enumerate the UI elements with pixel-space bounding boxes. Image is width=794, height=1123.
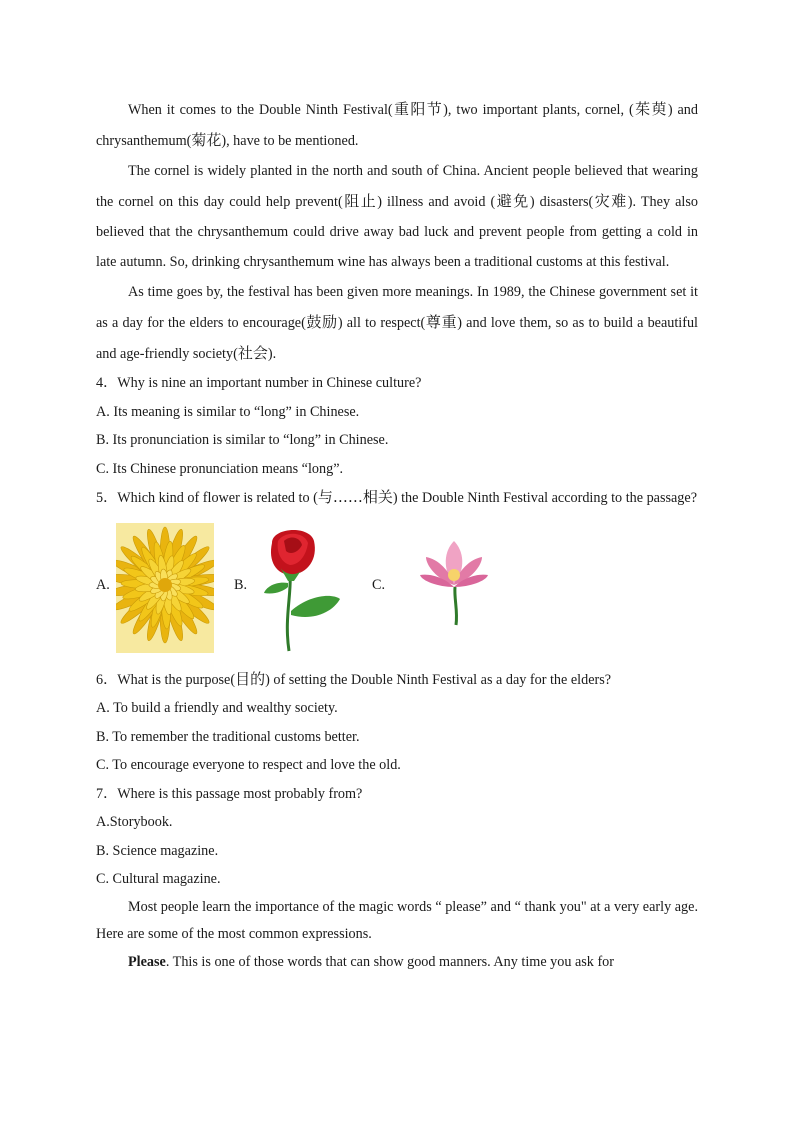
passage2-para2	[96, 949, 698, 977]
passage1-para3	[96, 277, 698, 369]
q4-option-a: A. Its meaning is similar to “long” in Chinese.	[96, 403, 360, 420]
text: ) disasters(	[529, 194, 594, 210]
passage2-para1: Most people learn the importance of the magic words “ please” and “ thank you" at a very early age. Here are some of the most common expressions.	[96, 898, 698, 942]
chinese-gloss: 尊重	[425, 313, 458, 331]
lotus-image	[418, 535, 488, 627]
q4-option-b: B. Its pronunciation is similar to “long” in Chinese.	[96, 432, 389, 448]
q5-option-a-label: A.	[96, 576, 110, 593]
chinese-gloss: 阻止	[342, 192, 378, 210]
chinese-gloss: 灾难	[593, 192, 628, 210]
chinese-gloss: 茱萸	[633, 100, 668, 118]
text: ), have to be mentioned.	[221, 133, 359, 149]
q5-option-c-label: C.	[372, 576, 386, 593]
text: . This is one of those words that can show good manners. Any time you ask for	[165, 953, 614, 970]
passage1-para2	[96, 156, 698, 277]
passage1-para1	[96, 94, 698, 156]
text: ) illness and avoid (	[377, 194, 496, 210]
text: 6．What is the purpose(	[96, 671, 236, 688]
text: ) and chrysanthemum(	[96, 102, 698, 149]
chinese-gloss: 目的	[235, 669, 266, 688]
q5-image-options	[96, 519, 698, 659]
chinese-gloss: 菊花	[191, 131, 222, 149]
text: As time goes by, the festival has been given more meanings. In 1989, the Chinese government set it as a day for the elders to encourage(	[96, 284, 698, 331]
text: ), two important plants, cornel, (	[443, 102, 634, 118]
chinese-gloss: 重阳节	[392, 100, 444, 118]
q6-option-a: A. To build a friendly and wealthy society.	[96, 700, 338, 716]
question-6	[96, 665, 698, 695]
q4-option-c: C. Its Chinese pronunciation means “long”.	[96, 460, 344, 477]
chinese-gloss: 社会	[237, 344, 268, 362]
text: ) of setting the Double Ninth Festival as a day for the elders?	[265, 671, 612, 688]
bold-term: Please	[128, 953, 166, 970]
text: ) the Double Ninth Festival according to the passage?	[392, 490, 697, 506]
text: ).	[267, 346, 277, 362]
chinese-gloss: 鼓励	[305, 313, 338, 331]
rose-image	[254, 523, 346, 653]
q7-option-c: C. Cultural magazine.	[96, 871, 221, 887]
text: ) and love them, so as to build a beautiful and age-friendly society(	[96, 315, 698, 362]
text: When it comes to the Double Ninth Festival(	[128, 102, 393, 118]
text: ) all to respect(	[337, 315, 426, 331]
text: 5．Which kind of flower is related to (	[96, 490, 318, 506]
text: The cornel is widely planted in the north and south of China. Ancient people believed that wearing the cornel on this day could help prevent(	[96, 163, 698, 210]
question-5	[96, 483, 698, 513]
q5-option-b-label: B.	[234, 576, 248, 593]
question-4: 4．Why is nine an important number in Chinese culture?	[96, 375, 422, 391]
question-7: 7．Where is this passage most probably from?	[96, 785, 363, 802]
chrysanthemum-image	[116, 523, 214, 653]
chinese-gloss: 与……相关	[317, 488, 393, 506]
q7-option-b: B. Science magazine.	[96, 842, 219, 859]
q7-option-a: A.Storybook.	[96, 814, 173, 830]
document-content	[96, 94, 698, 976]
chinese-gloss: 避免	[495, 192, 530, 210]
q6-option-b: B. To remember the traditional customs better.	[96, 728, 360, 745]
q6-option-c: C. To encourage everyone to respect and love the old.	[96, 757, 401, 773]
flower-center	[158, 578, 172, 592]
text: ). They also believed that the chrysanthemum could drive away bad luck and prevent people from getting a cold in late autumn. So, drinking chrysanthemum wine has always been a traditional customs at this festival.	[96, 194, 698, 270]
